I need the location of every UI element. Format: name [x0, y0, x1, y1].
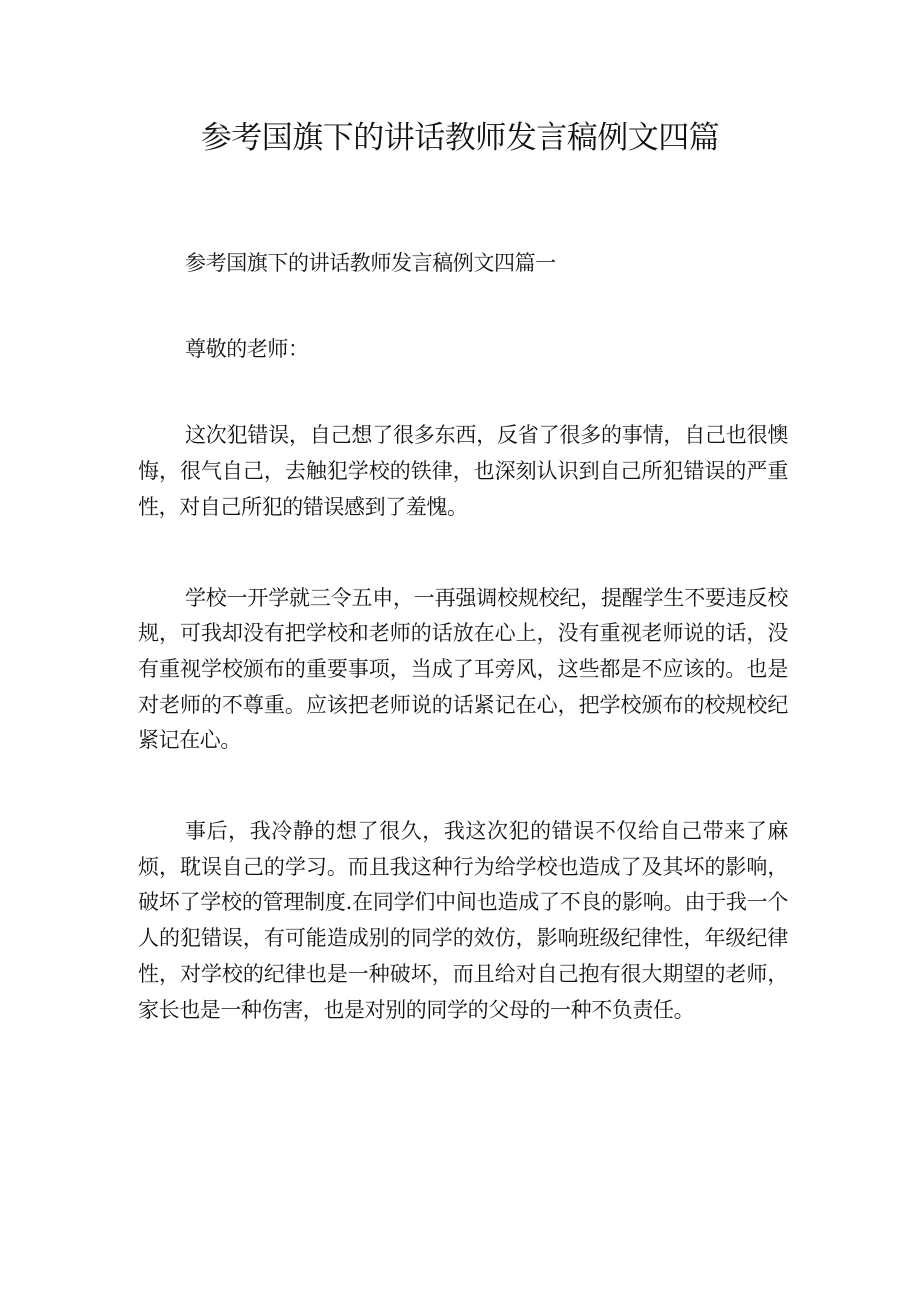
paragraph-2: 学校一开学就三令五申，一再强调校规校纪，提醒学生不要违反校规，可我却没有把学校和老师的话放在心上，没有重视老师说的话，没有重视学校颁布的重要事项，当成了耳旁风，这些都是不应该的。也是对老师的不尊重。应该把老师说的话紧记在心，把学校颁布的校规校纪紧记在心。: [138, 585, 788, 753]
document-body: [138, 246, 788, 1028]
document-title: 参考国旗下的讲话教师发言稿例文四篇: [200, 120, 720, 156]
paragraph-3: 事后，我冷静的想了很久，我这次犯的错误不仅给自己带来了麻烦，耽误自己的学习。而且我这种行为给学校也造成了及其坏的影响，破坏了学校的管理制度.在同学们中间也造成了不良的影响。由于我一个人的犯错误，有可能造成别的同学的效仿，影响班级纪律性，年级纪律性，对学校的纪律也是一种破坏，而且给对自己抱有很大期望的老师，家长也是一种伤害，也是对别的同学的父母的一种不负责任。: [138, 819, 788, 1022]
greeting: 尊敬的老师：: [185, 336, 309, 361]
section-heading: 参考国旗下的讲话教师发言稿例文四篇一: [185, 251, 556, 275]
paragraph-1: 这次犯错误，自己想了很多东西，反省了很多的事情，自己也很懊悔，很气自己，去触犯学校的铁律，也深刻认识到自己所犯错误的严重性，对自己所犯的错误感到了羞愧。: [138, 423, 788, 519]
